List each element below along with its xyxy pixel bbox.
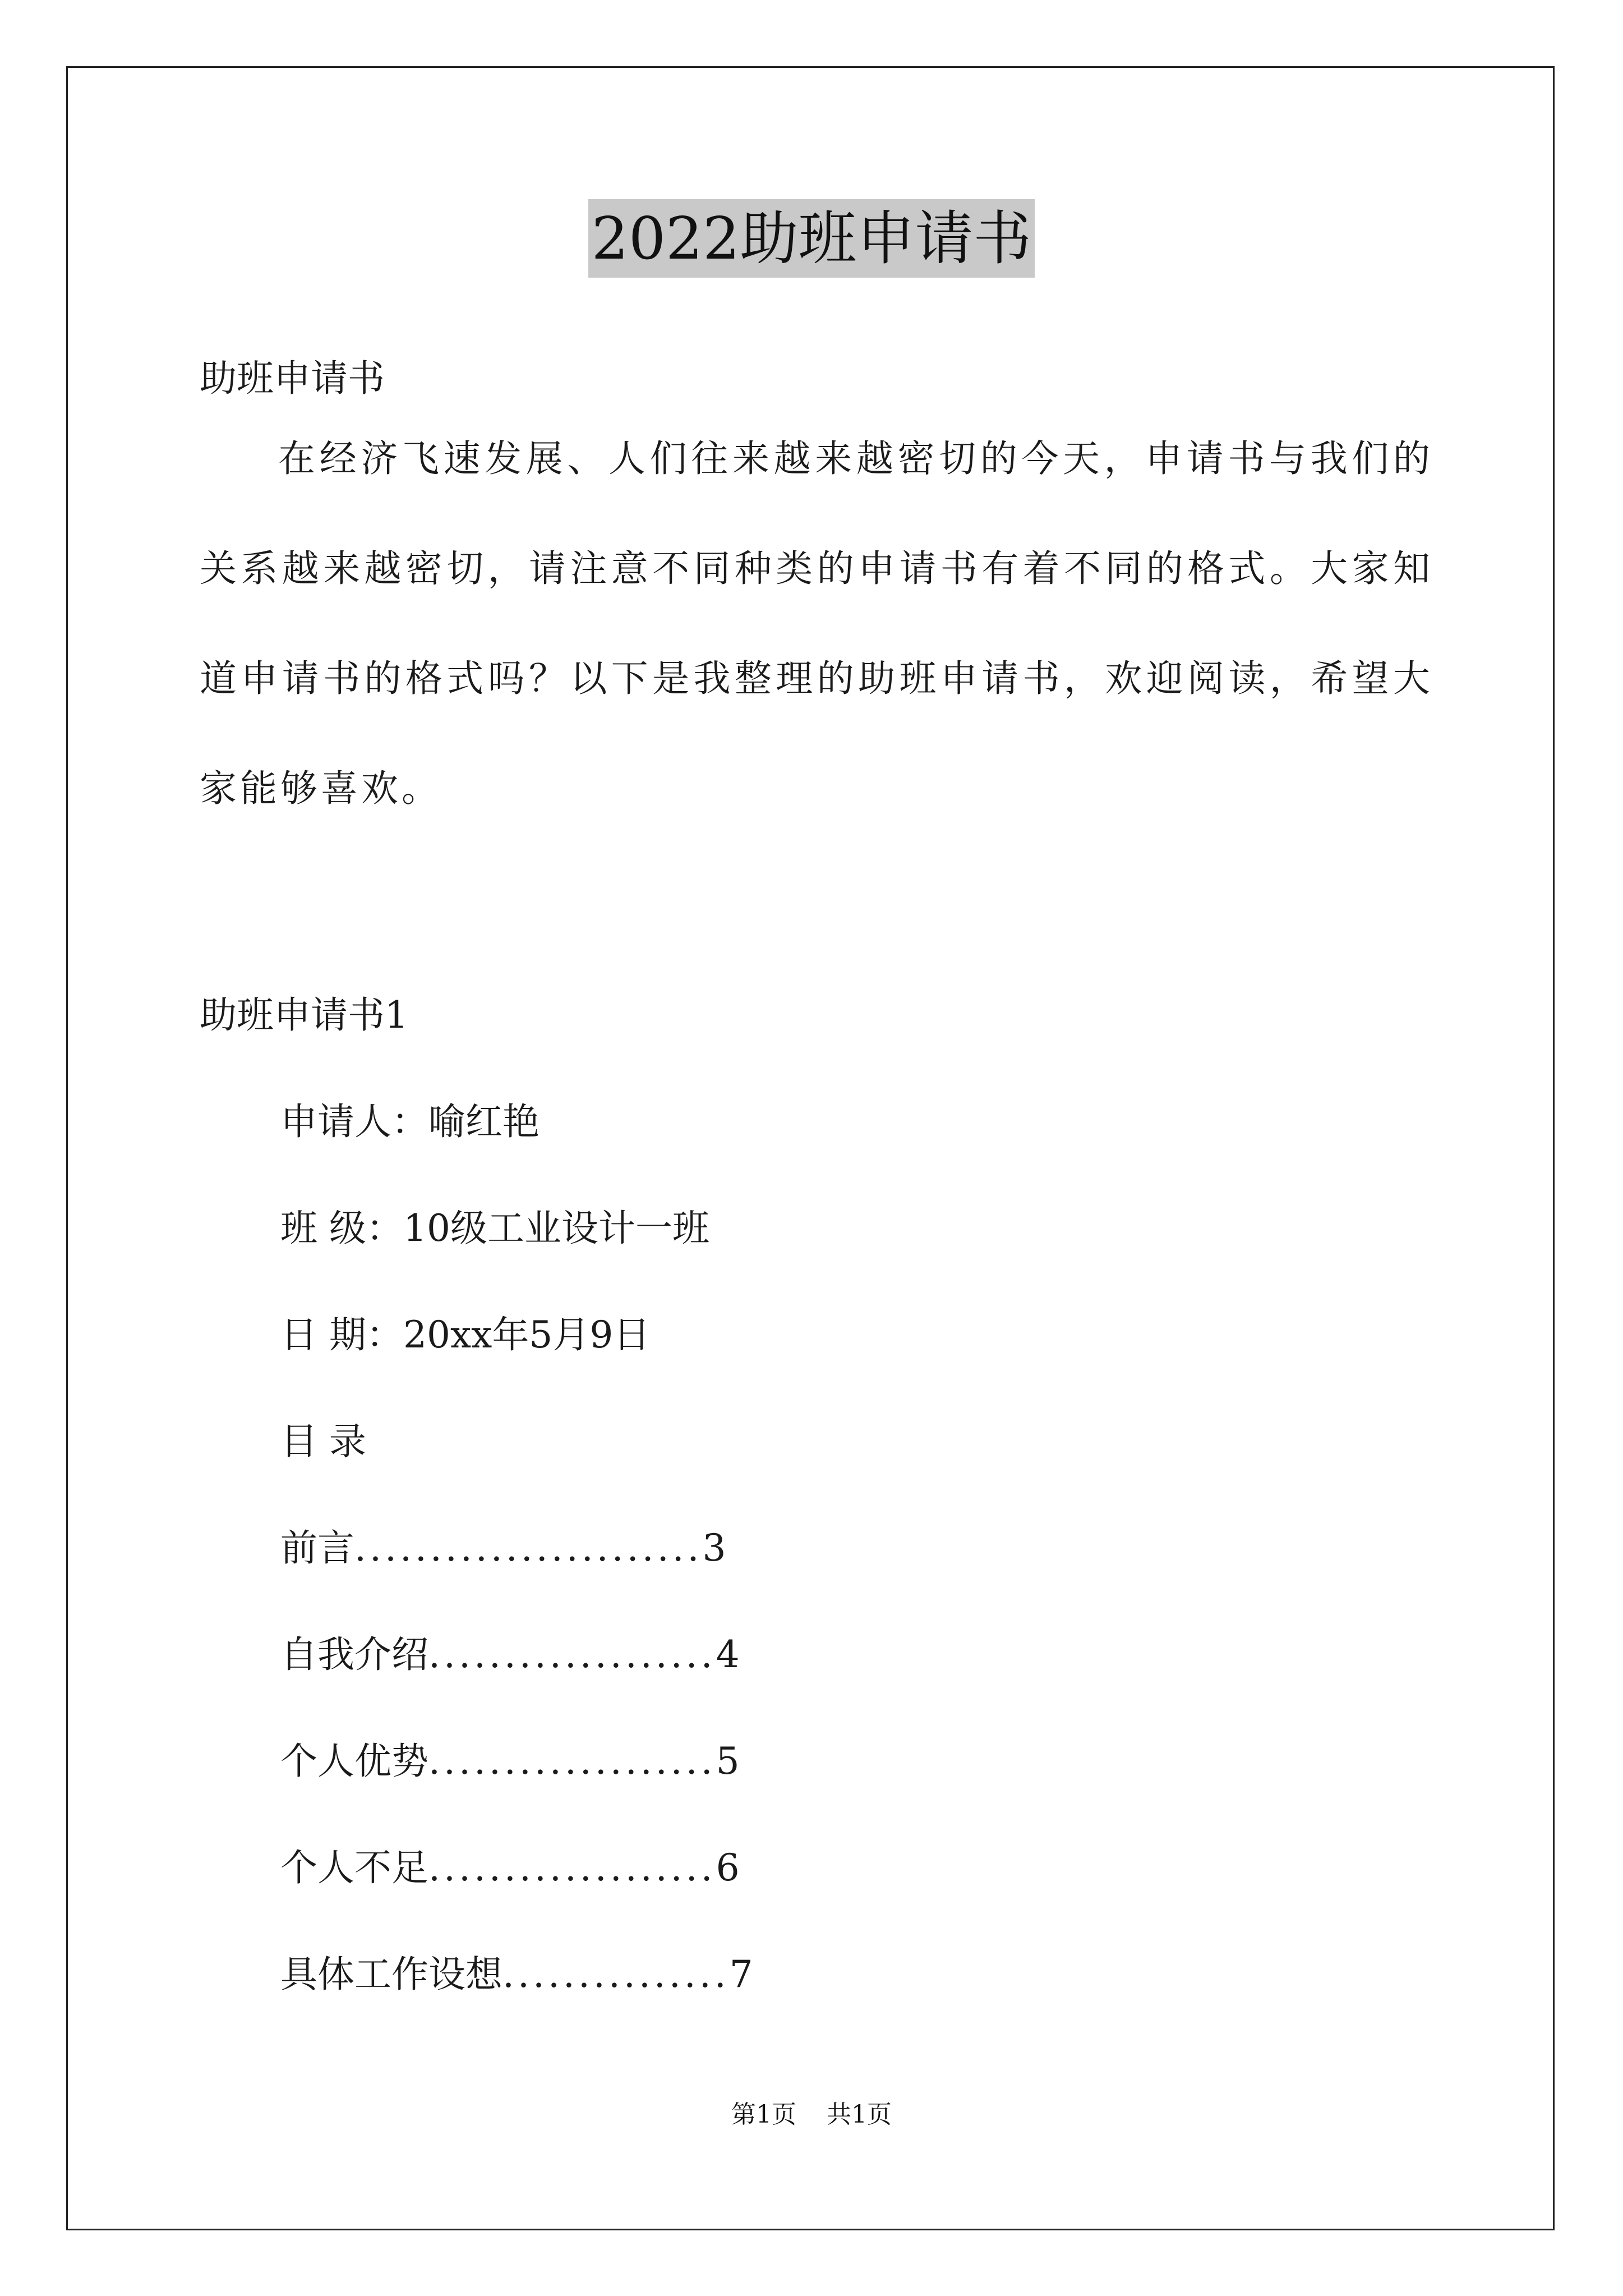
date-line: 日 期：20xx年5月9日 (280, 1313, 651, 1356)
toc-item-page: 5 (716, 1740, 740, 1783)
intro-paragraph: 在经济飞速发展、人们往来越来越密切的今天，申请书与我们的关系越来越密切，请注意不同种类的申请书有着不同的格式。大家知道申请书的格式吗？以下是我整理的助班申请书，欢迎阅读，希望大家能够喜欢。 (200, 437, 1433, 810)
toc-item-page: 7 (729, 1953, 753, 1996)
toc-item (280, 1630, 740, 1680)
toc-item-page: 3 (702, 1526, 726, 1570)
page-number: 第1页 (731, 2100, 796, 2129)
toc-item-page: 4 (716, 1633, 740, 1676)
toc-item-leader: ................... (428, 1633, 716, 1676)
class-line: 班 级：10级工业设计一班 (280, 1207, 709, 1250)
toc-title: 目 录 (280, 1420, 366, 1463)
section-title: 助班申请书1 (200, 993, 408, 1037)
toc-item-label: 前言 (280, 1526, 354, 1570)
toc-item (280, 1843, 740, 1893)
page-footer (0, 2098, 1623, 2132)
toc-item (280, 1736, 740, 1787)
toc-item-label: 自我介绍 (280, 1633, 428, 1676)
title-container (0, 199, 1623, 278)
toc-item (280, 1949, 753, 2000)
toc-item-page: 6 (716, 1846, 740, 1889)
page-total: 共1页 (827, 2100, 892, 2129)
toc-item (280, 1523, 726, 1573)
toc-item-leader: ................... (428, 1846, 716, 1889)
toc-item-label: 具体工作设想 (280, 1953, 502, 1996)
toc-item-label: 个人不足 (280, 1846, 428, 1889)
document-title: 2022助班申请书 (588, 199, 1035, 278)
toc-item-label: 个人优势 (280, 1740, 428, 1783)
toc-item-leader: ............... (502, 1953, 730, 1996)
applicant-line: 申请人：喻红艳 (280, 1100, 540, 1143)
toc-item-leader: ....................... (354, 1526, 703, 1570)
document-heading: 助班申请书 (200, 357, 385, 400)
toc-item-leader: ................... (428, 1740, 716, 1783)
